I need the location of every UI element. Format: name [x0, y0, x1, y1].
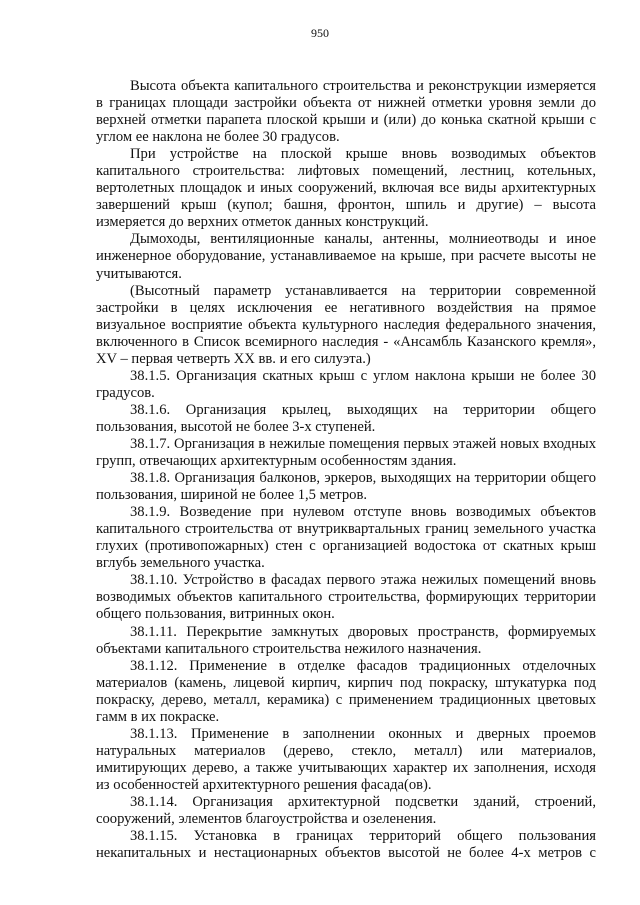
paragraph: 38.1.6. Организация крылец, выходящих на территории общего пользования, высотой не более 3-х ступеней. — [96, 401, 596, 435]
paragraph: 38.1.11. Перекрытие замкнутых дворовых пространств, формируемых объектами капитального строительства нежилого назначения. — [96, 623, 596, 657]
paragraph: При устройстве на плоской крыше вновь возводимых объектов капитального строительства: лифтовых помещений, лестниц, котельных, вертолетных площадок и иных сооружений, включая все виды архитектурных завершений крыш (купол; башня, фронтон, шпиль и другие) – высота измеряется до верхних отметок данных конструкций. — [96, 146, 596, 231]
paragraph: 38.1.5. Организация скатных крыш с углом наклона крыши не более 30 градусов. — [96, 367, 596, 401]
paragraph: Высота объекта капитального строительства и реконструкции измеряется в границах площади застройки объекта от нижней отметки уровня земли до верхней отметки парапета плоской крыши и (или) до конька скатной крыши с углом ее наклона не более 30 градусов. — [96, 78, 596, 146]
paragraph: 38.1.8. Организация балконов, эркеров, выходящих на территории общего пользования, шириной не более 1,5 метров. — [96, 470, 596, 504]
paragraph: 38.1.14. Организация архитектурной подсветки зданий, строений, сооружений, элементов благоустройства и озеленения. — [96, 793, 596, 828]
document-body — [96, 78, 596, 862]
paragraph: 38.1.7. Организация в нежилые помещения первых этажей новых входных групп, отвечающих архитектурным особенностям здания. — [96, 435, 596, 470]
page-number: 950 — [311, 26, 329, 40]
paragraph: (Высотный параметр устанавливается на территории современной застройки в целях исключения ее негативного воздействия на прямое визуальное восприятие объекта культурного наследия федерального значения, включенного в Список всемирного наследия - «Ансамбль Казанского кремля», XV – первая четверть XX вв. и его силуэта.) — [96, 282, 596, 367]
paragraph: Дымоходы, вентиляционные каналы, антенны, молниеотводы и иное инженерное оборудование, устанавливаемое на крыше, при расчете высоты не учитываются. — [96, 231, 596, 282]
paragraph: 38.1.9. Возведение при нулевом отступе вновь возводимых объектов капитального строительства от внутриквартальных границ земельного участка глухих (противопожарных) стен с организацией водостока от скатных крыш вглубь земельного участка. — [96, 504, 596, 572]
paragraph: 38.1.10. Устройство в фасадах первого этажа нежилых помещений вновь возводимых объектов капитального строительства, формирующих территории общего пользования, витринных окон. — [96, 572, 596, 623]
paragraph: 38.1.12. Применение в отделке фасадов традиционных отделочных материалов (камень, лицевой кирпич, кирпич под покраску, штукатурка под покраску, дерево, металл, керамика) с применением традиционных цветовых гамм в их покраске. — [96, 657, 596, 725]
paragraph: 38.1.15. Установка в границах территорий общего пользования некапитальных и нестационарных объектов высотой не более 4-х метров с — [96, 828, 596, 862]
paragraph: 38.1.13. Применение в заполнении оконных и дверных проемов натуральных материалов (дерево, стекло, металл) или материалов, имитирующих дерево, а также учитывающих характер их заполнения, исходя из особенностей архитектурного решения фасада(ов). — [96, 725, 596, 793]
